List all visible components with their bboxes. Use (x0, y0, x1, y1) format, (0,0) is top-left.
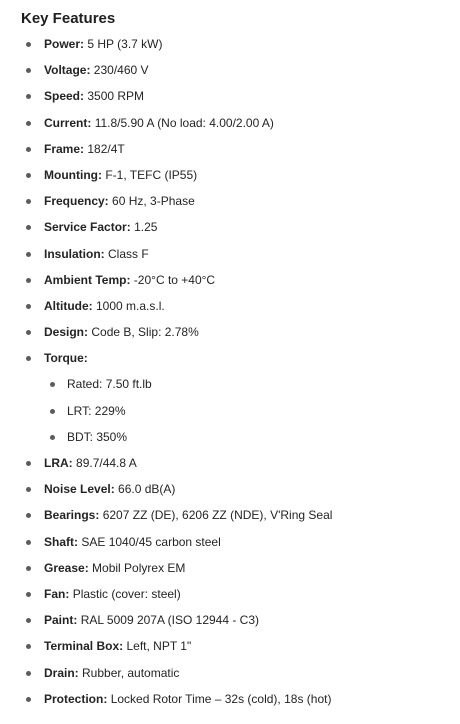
feature-terminal-box (21, 638, 460, 664)
feature-value: Rubber, automatic (82, 665, 180, 680)
feature-label: Terminal Box: (44, 639, 124, 654)
feature-drain (21, 665, 460, 691)
bullet-icon (26, 252, 31, 257)
feature-paint (21, 612, 460, 638)
feature-voltage (21, 62, 460, 88)
feature-design (21, 324, 460, 350)
bullet-icon (26, 173, 31, 178)
bullet-icon (26, 697, 31, 702)
feature-value: 60 Hz, 3-Phase (112, 194, 195, 209)
feature-value: 182/4T (87, 141, 125, 156)
feature-frequency (21, 193, 460, 219)
feature-value: F-1, TEFC (IP55) (105, 167, 198, 182)
feature-label: Mounting: (44, 167, 102, 182)
feature-value: 1.25 (134, 220, 158, 235)
feature-label: Power: (44, 37, 85, 51)
bullet-icon (26, 147, 31, 152)
feature-value: RAL 5009 207A (ISO 12944 - C3) (80, 613, 260, 628)
feature-current (21, 115, 460, 141)
bullet-icon (26, 592, 31, 597)
feature-value: 5 HP (3.7 kW) (87, 37, 163, 51)
feature-label: LRA: (44, 456, 73, 470)
torque-sub-item (21, 429, 460, 455)
feature-lra (21, 455, 460, 481)
feature-value: Plastic (cover: steel) (72, 586, 181, 601)
feature-power (21, 36, 460, 62)
feature-label: Voltage: (44, 63, 91, 78)
feature-label: Current: (44, 115, 92, 130)
feature-label: Speed: (44, 89, 85, 104)
feature-fan (21, 586, 460, 612)
feature-value: Class F (108, 246, 149, 261)
torque-sub-text: BDT: 350% (67, 429, 128, 444)
bullet-icon (26, 487, 31, 492)
section-heading: Key Features (21, 10, 116, 27)
feature-altitude (21, 298, 460, 324)
feature-insulation (21, 246, 460, 272)
feature-label: Design: (44, 325, 89, 340)
feature-value: Left, NPT 1" (126, 639, 192, 654)
bullet-icon (26, 304, 31, 309)
feature-value: 6207 ZZ (DE), 6206 ZZ (NDE), V'Ring Seal (102, 508, 333, 523)
feature-value: 230/460 V (93, 63, 149, 78)
bullet-icon (26, 278, 31, 283)
feature-label: Fan: (44, 586, 70, 601)
feature-value: 3500 RPM (87, 89, 145, 104)
bullet-icon (26, 356, 31, 361)
feature-label: Torque: (44, 351, 88, 366)
bullet-icon (26, 225, 31, 230)
feature-value: 89.7/44.8 A (76, 456, 137, 470)
feature-value: 11.8/5.90 A (No load: 4.00/2.00 A) (94, 115, 274, 130)
bullet-icon (26, 121, 31, 126)
bullet-icon (26, 671, 31, 676)
feature-label: Ambient Temp: (44, 272, 131, 287)
feature-label: Drain: (44, 665, 79, 680)
feature-value: 66.0 dB(A) (118, 482, 176, 497)
bullet-icon (26, 644, 31, 649)
feature-torque (21, 350, 460, 376)
bullet-icon (50, 409, 55, 414)
bullet-icon (26, 540, 31, 545)
bullet-icon (26, 618, 31, 623)
feature-ambient-temp (21, 272, 460, 298)
feature-label: Paint: (44, 613, 78, 628)
bullet-icon (26, 68, 31, 73)
feature-label: Noise Level: (44, 482, 115, 497)
feature-speed (21, 88, 460, 114)
feature-value: Mobil Polyrex EM (92, 560, 186, 575)
feature-label: Altitude: (44, 298, 93, 313)
feature-label: Frequency: (44, 194, 109, 209)
feature-label: Shaft: (44, 534, 78, 549)
feature-protection (21, 691, 460, 717)
feature-frame (21, 141, 460, 167)
feature-label: Insulation: (44, 246, 105, 261)
torque-sub-item (21, 376, 460, 402)
feature-shaft (21, 534, 460, 560)
feature-value: 1000 m.a.s.l. (96, 298, 165, 313)
feature-noise-level (21, 481, 460, 507)
feature-label: Service Factor: (44, 220, 131, 235)
bullet-icon (26, 42, 31, 47)
bullet-icon (26, 513, 31, 518)
feature-value: SAE 1040/45 carbon steel (81, 534, 221, 549)
feature-value: Code B, Slip: 2.78% (91, 325, 199, 340)
feature-label: Bearings: (44, 508, 100, 523)
feature-service-factor (21, 219, 460, 245)
feature-label: Protection: (44, 691, 108, 706)
torque-sub-item (21, 403, 460, 429)
feature-bearings (21, 507, 460, 533)
bullet-icon (50, 382, 55, 387)
feature-value: -20°C to +40°C (133, 272, 216, 287)
bullet-icon (26, 330, 31, 335)
bullet-icon (26, 461, 31, 466)
feature-label: Grease: (44, 560, 89, 575)
torque-sub-text: LRT: 229% (67, 403, 126, 418)
torque-sub-text: Rated: 7.50 ft.lb (67, 377, 152, 392)
feature-label: Frame: (44, 141, 85, 156)
feature-grease (21, 560, 460, 586)
feature-list (21, 36, 460, 717)
feature-mounting (21, 167, 460, 193)
bullet-icon (26, 94, 31, 99)
feature-value: Locked Rotor Time – 32s (cold), 18s (hot) (110, 691, 332, 706)
bullet-icon (50, 435, 55, 440)
bullet-icon (26, 566, 31, 571)
bullet-icon (26, 199, 31, 204)
